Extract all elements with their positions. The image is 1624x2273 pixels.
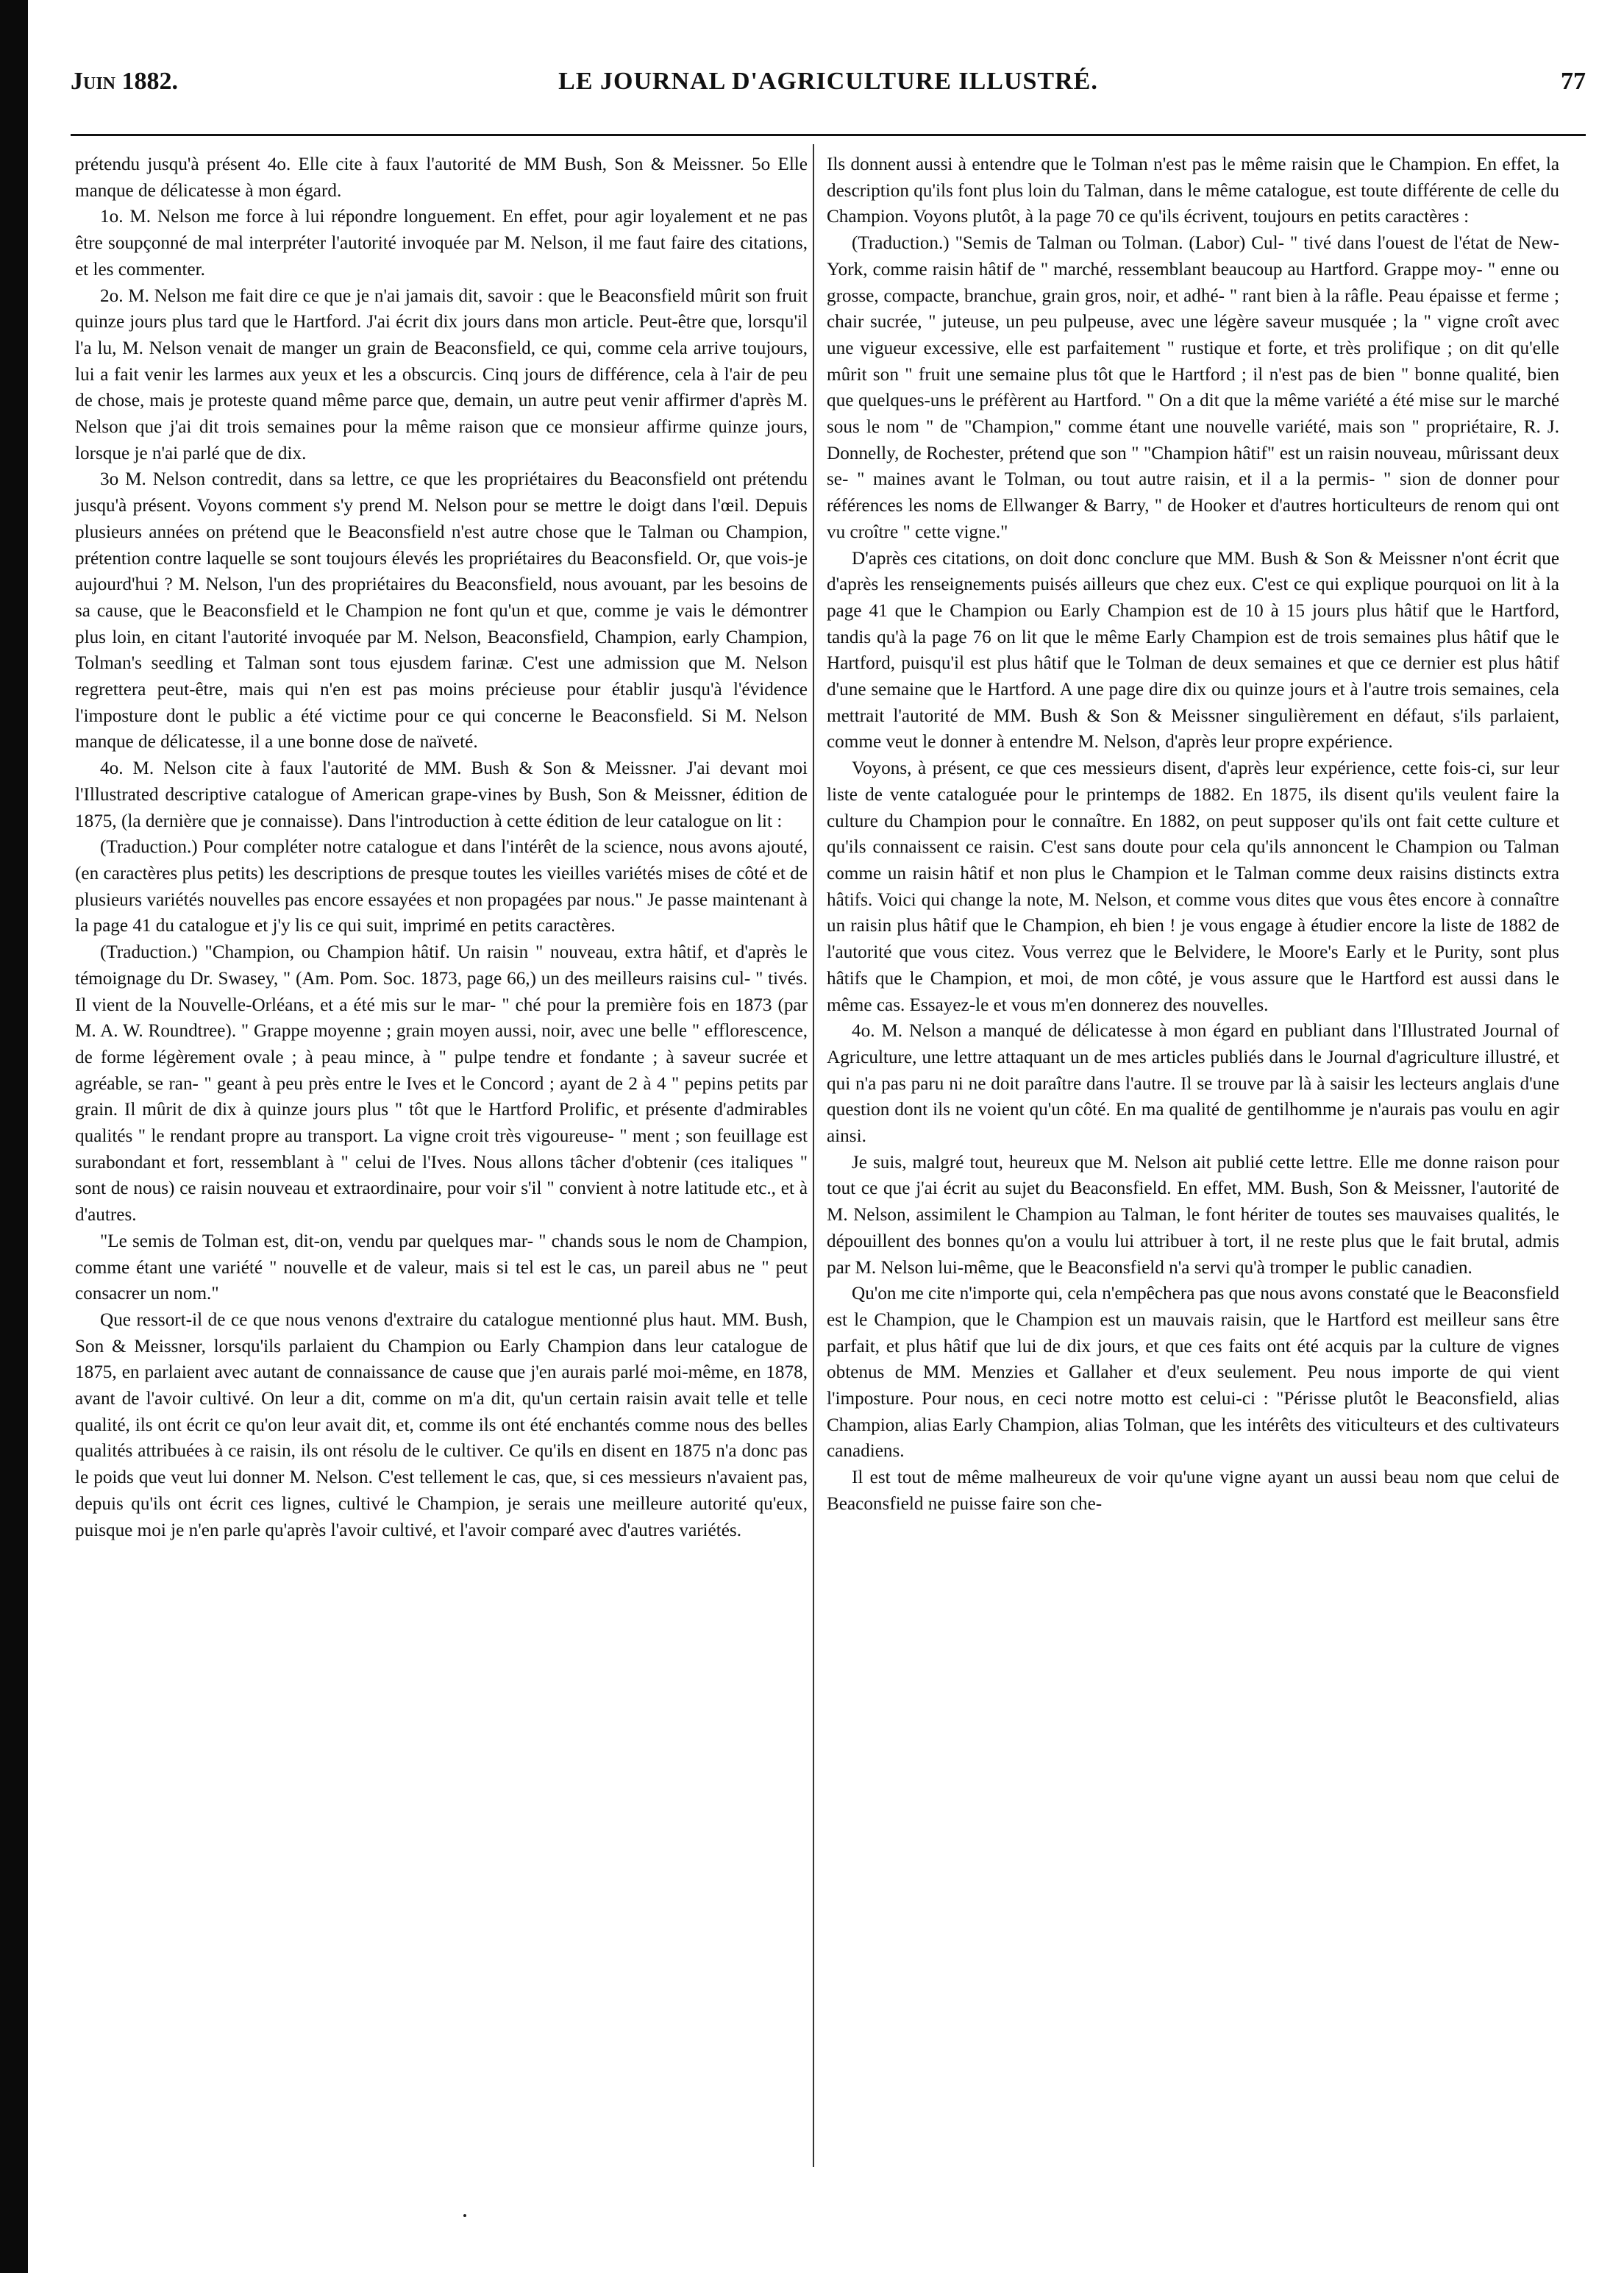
paragraph: (Traduction.) "Champion, ou Champion hâtif. Un raisin " nouveau, extra hâtif, et d'après le témoignage du Dr. Swasey, " (Am. Pom. Soc. 1873, page 66,) un des meilleurs raisins cul- " tivés. Il vient de la Nouvelle-Orléans, et a été mis sur le mar- " ché pour la première fois en 1873 (par M. A. W. Roundtree). " Grappe moyenne ; grain moyen aussi, noir, avec une belle " efflorescence, de forme légèrement ovale ; à peau mince, à " pulpe tendre et fondante ; à saveur sucrée et agréable, se ran- " geant à peu près entre le Ives et le Concord ; ayant de 2 à 4 " pepins petits par grain. Il mûrit de dix à quinze jours plus " tôt que le Hartford Prolific, et présente d'admirables qualités " le rendant propre au transport. La vigne croit très vigoureuse- " ment ; son feuillage est surabondant et fort, ressemblant à " celui de l'Ives. Nous allons tâcher d'obtenir (ces italiques " sont de nous) ce raisin nouveau et extraordinaire, pour voir s'il " convient à notre latitude etc., et à d'autres. bbox=[75, 942, 808, 1226]
page-header bbox=[71, 68, 1586, 112]
paragraph: Que ressort-il de ce que nous venons d'extraire du catalogue mentionné plus haut. MM. Bush, Son & Meissner, lorsqu'ils parlaient du Champion ou Early Champion dans leur catalogue de 1875, en parlaient avec autant de connaissance de cause que j'en aurais parlé moi-même, en 1878, avant de l'avoir cultivé. On leur a dit, comme on m'a dit, qu'un certain raisin avait telle et telle qualité, ils ont écrit ce qu'on leur avait dit, et, comme ils ont été enchantés comme nous des belles qualités attribuées à ce raisin, ils ont résolu de le cultiver. Ce qu'ils en disent en 1875 n'a donc pas le poids que veut lui donner M. Nelson. C'est tellement le cas, que, si ces messieurs n'avaient pas, depuis qu'ils ont écrit ces lignes, cultivé le Champion, je serais une meilleure autorité qu'eux, puisque moi je n'en parle qu'après l'avoir cultivé, et l'avoir comparé avec d'autres variétés. bbox=[75, 1309, 808, 1540]
paragraph: 4o. M. Nelson cite à faux l'autorité de MM. Bush & Son & Meissner. J'ai devant moi l'Illustrated descriptive catalogue of American grape-vines by Bush, Son & Meissner, édition de 1875, (la dernière que je connaisse). Dans l'introduction à cette édition de leur catalogue on lit : bbox=[75, 758, 808, 831]
paragraph: Il est tout de même malheureux de voir qu'une vigne ayant un aussi beau nom que celui de Beaconsfield ne puisse faire son che- bbox=[827, 1468, 1559, 1514]
right-column bbox=[827, 152, 1559, 1518]
paragraph: "Le semis de Tolman est, dit-on, vendu par quelques mar- " chands sous le nom de Champion, comme étant une variété " nouvelle et de valeur, mais si tel est le cas, un pareil abus ne " peut consacrer un nom." bbox=[75, 1231, 808, 1304]
ink-speck bbox=[463, 2214, 466, 2217]
paragraph: D'après ces citations, on doit donc conclure que MM. Bush & Son & Meissner n'ont écrit que d'après les renseignements puisés ailleurs que chez eux. C'est ce qui explique pourquoi on lit à la page 41 que le Champion ou Early Champion est de 10 à 15 jours plus hâtif que le Hartford, tandis qu'à la page 76 on lit que le même Early Champion est de trois semaines plus hâtif que le Hartford, puisqu'il est plus hâtif que le Tolman de deux semaines et que ce dernier est plus hâtif d'une semaine que le Hartford. A une page dire dix ou quinze jours et à l'autre trois semaines, cela mettrait l'autorité de MM. Bush & Son & Meissner singulièrement en défaut, s'ils parlaient, comme veut le donner à entendre M. Nelson, d'après leur propre expérience. bbox=[827, 548, 1559, 753]
page-number: 77 bbox=[1561, 68, 1586, 95]
paragraph: 4o. M. Nelson a manqué de délicatesse à mon égard en publiant dans l'Illustrated Journal of Agriculture, une lettre attaquant un de mes articles publiés dans le Journal d'agriculture illustré, et qui n'a pas paru ni ne doit paraître dans l'autre. Il se trouve par là à saisir les lecteurs anglais d'une question dont ils ne voient qu'un côté. En ma qualité de gentilhomme je n'aurais pas voulu en agir ainsi. bbox=[827, 1021, 1559, 1147]
paragraph: Voyons, à présent, ce que ces messieurs disent, d'après leur expérience, cette fois-ci, sur leur liste de vente cataloguée pour le printemps de 1882. En 1875, ils disent qu'ils veulent faire la culture du Champion pour le connaître. En 1882, on peut supposer qu'ils ont fait cette culture et qu'ils connaissent ce raisin. C'est sans doute pour cela qu'ils annoncent le Champion ou Talman comme un raisin hâtif et non plus le Champion et le Talman comme deux raisins distincts extra hâtifs. Voici qui change la note, M. Nelson, et comme vous dites que vous êtes encore à connaître un raisin plus hâtif que le Champion, eh bien ! je vous engage à étudier encore la liste de 1882 de l'autorité que vous citez. Vous verrez que le Belvidere, le Moore's Early et le Purity, sont plus hâtifs que le Champion, et moi, de mon côté, je vous assure que le Hartford est aussi dans le même cas. Essayez-le et vous m'en donnerez des nouvelles. bbox=[827, 758, 1559, 1015]
journal-title: LE JOURNAL D'AGRICULTURE ILLUSTRÉ. bbox=[558, 68, 1098, 95]
issue-date: Juin 1882. bbox=[71, 68, 179, 95]
column-divider bbox=[813, 144, 814, 2167]
paragraph: 2o. M. Nelson me fait dire ce que je n'ai jamais dit, savoir : que le Beaconsfield mûrit son fruit quinze jours plus tard que le Hartford. J'ai écrit dix jours dans mon article. Peut-être que, lorsqu'il l'a lu, M. Nelson venait de manger un grain de Beaconsfield, ce qui, comme cela arrive toujours, lui a fait venir les larmes aux yeux et les a obscurcis. Cinq jours de différence, cela à l'air de peu de chose, mais je proteste quand même parce que, demain, un autre peut venir affirmer d'après M. Nelson que j'ai dit trois semaines pour la même raison que ce monsieur affirme quinze jours, lorsque je n'ai parlé que de dix. bbox=[75, 285, 808, 463]
paragraph: (Traduction.) Pour compléter notre catalogue et dans l'intérêt de la science, nous avons ajouté, (en caractères plus petits) les descriptions de presque toutes les vieilles variétés mises de côté et de plusieurs variétés nouvelles pas encore essayées et non propagées par nous." Je passe maintenant à la page 41 du catalogue et j'y lis ce qui suit, imprimé en petits caractères. bbox=[75, 837, 808, 936]
paragraph: Qu'on me cite n'importe qui, cela n'empêchera pas que nous avons constaté que le Beaconsfield est le Champion, que le Champion est un mauvais raisin, que le Hartford est meilleur sans être parfait, et plus hâtif que lui de dix jours, et que ces faits ont été acquis par la culture de vignes obtenus de MM. Menzies et Gallaher et d'eux seulement. Peu nous importe de qui vient l'imposture. Pour nous, en ceci notre motto est celui-ci : "Périsse plutôt le Beaconsfield, alias Champion, alias Early Champion, alias Tolman, que les intérêts des viticulteurs et des cultivateurs canadiens. bbox=[827, 1284, 1559, 1462]
paragraph: prétendu jusqu'à présent 4o. Elle cite à faux l'autorité de MM Bush, Son & Meissner. 5o Elle manque de délicatesse à mon égard. bbox=[75, 154, 808, 201]
paragraph: 3o M. Nelson contredit, dans sa lettre, ce que les propriétaires du Beaconsfield ont prétendu jusqu'à présent. Voyons comment s'y prend M. Nelson pour se mettre le doigt dans l'œil. Depuis plusieurs années on prétend que le Beaconsfield n'est autre chose que le Talman ou Champion, prétention contre laquelle se sont toujours élevés les propriétaires du Beaconsfield. Or, que vois-je aujourd'hui ? M. Nelson, l'un des propriétaires du Beaconsfield, nous avouant, par les besoins de sa cause, que le Beaconsfield et le Champion ne font qu'un et que, comme je vais le démontrer plus loin, en citant l'autorité invoquée par M. Nelson, Beaconsfield, Champion, early Champion, Tolman's seedling et Talman sont tous ejusdem farinæ. C'est une admission que M. Nelson regrettera peut-être, mais qui n'en est pas moins précieuse pour établir jusqu'à l'évidence l'imposture dont le public a été victime pour ce qui concerne le Beaconsfield. Si M. Nelson manque de délicatesse, il a une bonne dose de naïveté. bbox=[75, 469, 808, 753]
paragraph: 1o. M. Nelson me force à lui répondre longuement. En effet, pour agir loyalement et ne pas être soupçonné de mal interpréter l'autorité invoquée par M. Nelson, il me faut faire des citations, et les commenter. bbox=[75, 207, 808, 280]
scan-edge bbox=[0, 0, 28, 2273]
header-rule bbox=[71, 134, 1586, 136]
left-column bbox=[75, 152, 808, 1543]
paragraph: Ils donnent aussi à entendre que le Tolman n'est pas le même raisin que le Champion. En effet, la description qu'ils font plus loin du Talman, dans le même catalogue, est toute différente de celle du Champion. Voyons plutôt, à la page 70 ce qu'ils écrivent, toujours en petits caractères : bbox=[827, 154, 1559, 227]
paragraph: Je suis, malgré tout, heureux que M. Nelson ait publié cette lettre. Elle me donne raison pour tout ce que j'ai écrit au sujet du Beaconsfield. En effet, MM. Bush, Son & Meissner, l'autorité de M. Nelson, assimilent le Champion au Talman, le font hériter de toutes ses mauvaises qualités, le dépouillent des bonnes qu'on a voulu lui attribuer à tort, il ne reste plus que le fait brutal, admis par M. Nelson lui-même, que le Beaconsfield n'a servi qu'à tromper le public canadien. bbox=[827, 1152, 1559, 1278]
paragraph: (Traduction.) "Semis de Talman ou Tolman. (Labor) Cul- " tivé dans l'ouest de l'état de New-York, comme raisin hâtif de " marché, ressemblant beaucoup au Hartford. Grappe moy- " enne ou grosse, compacte, branchue, grain gros, noir, et adhé- " rant bien à la râfle. Peau épaisse et ferme ; chair sucrée, " juteuse, un peu pulpeuse, avec une légère saveur musquée ; la " vigne croît avec une vigueur excessive, elle est parfaitement " rustique et forte, et très prolifique ; on dit qu'elle mûrit son " fruit une semaine plus tôt que le Hartford ; il n'est pas de bien " bonne qualité, bien que quelques-uns le préfèrent au Hartford. " On a dit que la même variété a été mise sur le marché sous le nom " de "Champion," comme étant une nouvelle variété, mais son " propriétaire, R. J. Donnelly, de Rochester, prétend que son " "Champion hâtif" est un raisin nouveau, mûrissant deux se- " maines avant le Tolman, ou tout autre raisin, et il a la permis- " sion de donner pour références les noms de Ellwanger & Barry, " de Hooker et d'autres horticulteurs de renom qui ont vu croître " cette vigne." bbox=[827, 233, 1559, 542]
